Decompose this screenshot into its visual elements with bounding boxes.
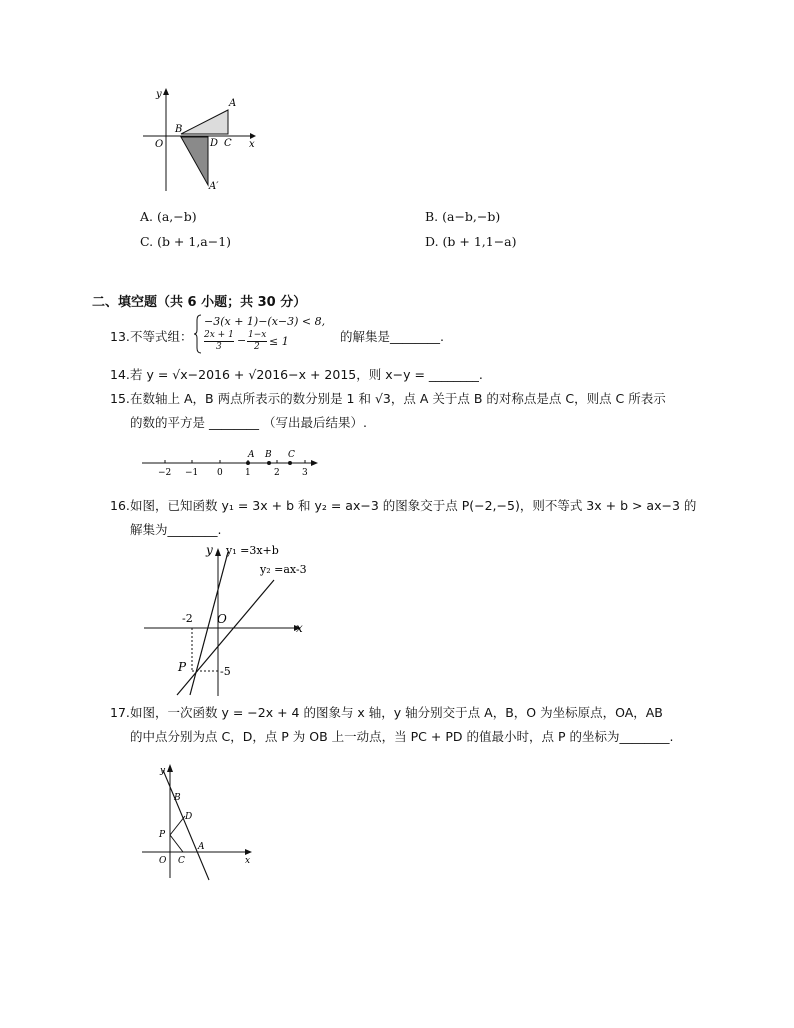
q17-d-label: D	[185, 812, 193, 822]
q16-x-label: x	[296, 621, 303, 635]
q16-neg2-label: -2	[182, 612, 193, 625]
q12-x-label: x	[249, 139, 255, 150]
q13-system-line1: −3(x + 1)−(x−3) < 8,	[204, 315, 326, 328]
q15-line2: 的数的平方是 ________ （写出最后结果）.	[130, 415, 367, 430]
q16-neg5-label: -5	[220, 665, 231, 678]
q15-point-a	[246, 461, 250, 465]
q15-tick-neg2: −2	[158, 468, 172, 478]
q13-frac2-num: 1−x	[248, 330, 267, 340]
q17-line2: 的中点分别为点 C，D，点 P 为 OB 上一动点，当 PC + PD 的值最小时，点 P 的坐标为________.	[130, 729, 674, 744]
q15-number-line	[138, 446, 323, 478]
q12-a-label: A	[229, 98, 237, 109]
q12-option-c: C. (b + 1,a−1)	[140, 234, 232, 249]
q12-o-label: O	[155, 139, 164, 150]
q13-suffix: 的解集是________.	[340, 329, 444, 344]
q16-line1: 如图，已知函数 y₁ = 3x + b 和 y₂ = ax−3 的图象交于点 P(−2,−5)，则不等式 3x + b > ax−3 的	[130, 498, 697, 513]
q17-o-label: O	[159, 856, 167, 866]
q15-point-b	[267, 461, 271, 465]
q14-text: 若 y = √x−2016 + √2016−x + 2015，则 x−y = ________.	[130, 367, 483, 382]
q15-tick-neg1: −1	[185, 468, 199, 478]
q16-y2-label: y₂ =ax-3	[260, 563, 307, 576]
q12-y-label: y	[156, 89, 162, 100]
q13-brace	[193, 314, 203, 354]
q17-a-label: A	[198, 842, 205, 852]
q16-line2: 解集为________.	[130, 522, 222, 537]
q17-number: 17.	[110, 705, 130, 720]
q16-figure	[140, 540, 310, 698]
q17-c-label: C	[178, 856, 185, 866]
q13-prefix: 不等式组：	[130, 329, 193, 344]
q17-figure	[138, 760, 258, 885]
q12-c-label: C	[224, 138, 232, 149]
q16-number: 16.	[110, 498, 130, 513]
q15-label-a: A	[248, 450, 255, 460]
q12-figure	[135, 85, 260, 195]
q16-y1-label: y₁ =3x+b	[226, 544, 279, 557]
q12-option-b: B. (a−b,−b)	[425, 209, 501, 224]
q16-o-label: O	[217, 612, 227, 626]
q17-y-label: y	[160, 766, 166, 776]
q13-number: 13.	[110, 329, 130, 344]
q15-tick-1: 1	[245, 468, 251, 478]
q17-x-label: x	[245, 856, 251, 866]
q13-tail: ≤ 1	[269, 335, 289, 348]
q17-p-label: P	[159, 830, 166, 840]
q15-label-c: C	[288, 450, 295, 460]
q12-option-a: A. (a,−b)	[140, 209, 197, 224]
q15-tick-2: 2	[274, 468, 280, 478]
q12-b-label: B	[175, 124, 183, 135]
q17-line1: 如图，一次函数 y = −2x + 4 的图象与 x 轴，y 轴分别交于点 A，B，O 为坐标原点，OA，AB	[130, 705, 663, 720]
q15-tick-0: 0	[217, 468, 223, 478]
q12-d-label: D	[210, 138, 219, 149]
q12-option-d: D. (b + 1,1−a)	[425, 234, 517, 249]
q16-p-label: P	[178, 660, 187, 674]
q15-number: 15.	[110, 391, 130, 406]
q12-a-prime-label: A′	[209, 181, 219, 192]
q17-b-label: B	[174, 793, 181, 803]
q15-tick-3: 3	[302, 468, 308, 478]
q13-system-line2: 2x + 1 3 − 1−x 2 ≤ 1	[204, 330, 289, 352]
q13-frac1-num: 2x + 1	[204, 330, 234, 340]
q16-y-label: y	[206, 543, 213, 557]
q13-frac1-den: 3	[216, 342, 222, 352]
section-title: 二、填空题（共 6 小题；共 30 分）	[92, 295, 307, 310]
q15-point-c	[288, 461, 292, 465]
q15-line1: 在数轴上 A，B 两点所表示的数分别是 1 和 √3，点 A 关于点 B 的对称点是点 C，则点 C 所表示	[130, 391, 666, 406]
q13-frac2-den: 2	[254, 342, 260, 352]
q15-label-b: B	[265, 450, 272, 460]
q14-number: 14.	[110, 367, 130, 382]
